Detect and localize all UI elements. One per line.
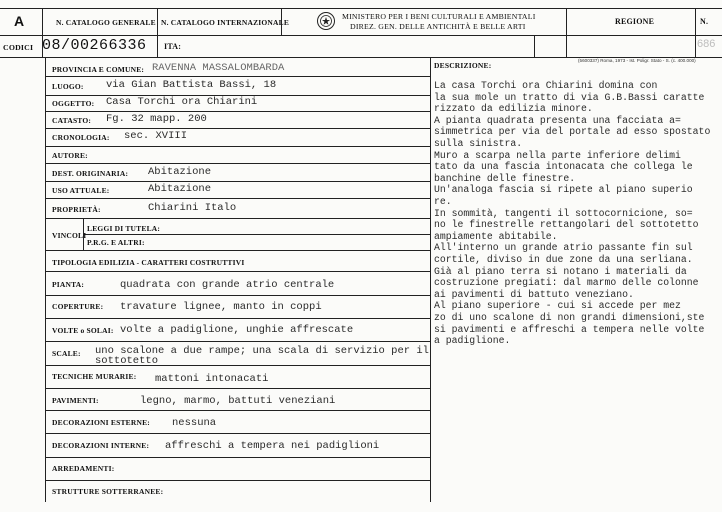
descrizione-line: tato da una fascia intonacata che collega le [434, 161, 693, 173]
descrizione-line: si pavimenti e affreschi a tempera nelle volte [434, 323, 705, 335]
row-rule [45, 76, 430, 77]
catasto-label: CATASTO: [52, 116, 92, 125]
header-divider [534, 35, 535, 57]
luogo-label: LUOGO: [52, 82, 84, 91]
descrizione-line: Già al piano terra si notano i materiali da [434, 265, 687, 277]
row-rule [45, 163, 430, 164]
column-separator [430, 58, 431, 502]
descrizione-line: A pianta quadrata presenta una facciata a= [434, 114, 681, 126]
provincia-value: RAVENNA MASSALOMBARDA [152, 62, 285, 74]
descrizione-line: a padiglione. [434, 335, 511, 347]
ministry-line-2: DIREZ. GEN. DELLE ANTICHITÀ E BELLE ARTI [350, 22, 526, 31]
descrizione-line: zo di uno scalone di non grandi dimensioni,ste [434, 312, 705, 323]
row-rule [45, 250, 430, 251]
vincoli-label: VINCOLI [52, 231, 87, 240]
row-rule [45, 218, 430, 219]
descrizione-line: sulla sinistra. [434, 138, 523, 149]
descrizione-line: cortile, diviso in due zone da una serliana. [434, 254, 693, 265]
cronologia-value: sec. XVIII [124, 130, 188, 142]
catasto-value: Fg. 32 mapp. 200 [106, 113, 207, 125]
proprieta-value: Chiarini Italo [148, 202, 237, 214]
provincia-label: PROVINCIA E COMUNE: [52, 65, 145, 74]
row-rule [45, 271, 430, 272]
descrizione-line: la sua mole un tratto di via G.B.Bassi caratte [434, 91, 705, 103]
descrizione-line: rizzato da edilizia minore. [434, 103, 593, 115]
dest-originaria-label: DEST. ORIGINARIA: [52, 169, 129, 178]
row-rule [45, 457, 430, 458]
header-top-rule [0, 8, 722, 9]
scale-label: SCALE: [52, 349, 81, 358]
descrizione-line: simmetrica per via del portale ad esso spostato [434, 126, 711, 138]
descrizione-line: Muro a scarpa nella parte inferiore delimi [434, 149, 681, 161]
row-rule [45, 146, 430, 147]
ministry-line-1: MINISTERO PER I BENI CULTURALI E AMBIENTALI [342, 12, 536, 21]
row-rule [45, 480, 430, 481]
cronologia-label: CRONOLOGIA: [52, 133, 110, 142]
oggetto-label: OGGETTO: [52, 99, 95, 108]
stamp-number: 686 [697, 38, 716, 50]
volte-value: volte a padiglione, unghie affrescate [120, 324, 354, 336]
decorazioni-interne-label: DECORAZIONI INTERNE: [52, 441, 150, 450]
decorazioni-esterne-value: nessuna [172, 417, 217, 429]
descrizione-line: Un'analoga fascia si ripete al piano superio [434, 184, 693, 196]
luogo-value: via Gian Battista Bassi, 18 [106, 79, 277, 91]
pavimenti-label: PAVIMENTI: [52, 396, 99, 405]
ita-label: ITA: [164, 42, 182, 51]
descrizione-line: ai pavimenti di battuto veneziano. [434, 288, 634, 300]
decorazioni-esterne-label: DECORAZIONI ESTERNE: [52, 418, 150, 427]
descrizione-line: re. [434, 196, 452, 207]
row-rule [45, 128, 430, 129]
descrizione-line: Al piano superiore - cui si accede per mez [434, 300, 681, 312]
row-rule [45, 433, 430, 434]
pianta-value: quadrata con grande atrio centrale [120, 279, 335, 291]
descrizione-line: ampiamente abitabile. [434, 230, 558, 242]
decorazioni-interne-value: affreschi a tempera nei padiglioni [165, 440, 380, 452]
row-rule [45, 410, 430, 411]
tipologia-label: TIPOLOGIA EDILIZIA - CARATTERI COSTRUTTIVI [52, 258, 245, 267]
strutture-label: STRUTTURE SOTTERRANEE: [52, 487, 164, 496]
prg-altri-label: P.R.G. E ALTRI: [87, 238, 145, 247]
uso-attuale-label: USO ATTUALE: [52, 186, 110, 195]
row-rule [45, 181, 430, 182]
scale-value-line2: sottotetto [95, 355, 159, 367]
dest-originaria-value: Abitazione [148, 166, 212, 178]
coperture-value: travature lignee, manto in coppi [120, 301, 322, 313]
region-letter: A [14, 13, 25, 29]
descrizione-line: In sommità, tangenti il sottocornicione, so= [434, 207, 693, 219]
descrizione-line: All'interno un grande atrio passante fin sul [434, 242, 693, 254]
regione-label: REGIONE [615, 17, 655, 26]
n-label: N. [700, 17, 709, 26]
descrizione-line: La casa Torchi ora Chiarini domina con [434, 80, 658, 91]
row-rule [45, 318, 430, 319]
cat-generale-label: N. CATALOGO GENERALE [56, 18, 156, 27]
header-divider [157, 8, 158, 57]
descrizione-line: costruzione pregiati: dal marmo delle colonne [434, 277, 699, 289]
republic-emblem-icon [316, 11, 336, 31]
coperture-label: COPERTURE: [52, 302, 104, 311]
descrizione-line: banchine delle finestre. [434, 172, 576, 184]
row-rule [45, 198, 430, 199]
row-rule [45, 341, 430, 342]
row-rule [83, 234, 430, 235]
proprieta-label: PROPRIETÀ: [52, 205, 101, 214]
descrizione-label: DESCRIZIONE: [434, 61, 492, 70]
header-divider [695, 8, 696, 57]
volte-label: VOLTE o SOLAI: [52, 326, 114, 335]
header-divider [566, 8, 567, 57]
arredamenti-label: ARREDAMENTI: [52, 464, 115, 473]
oggetto-value: Casa Torchi ora Chiarini [106, 96, 258, 108]
autore-label: AUTORE: [52, 151, 88, 160]
print-note: (5600337) Roma, 1973 - Ist. Poligr. Stato - S. (c. 400.000) [578, 58, 696, 63]
cat-internazionale-label: N. CATALOGO INTERNAZIONALE [161, 18, 290, 27]
left-column-border [45, 58, 46, 502]
row-rule [45, 111, 430, 112]
codici-label: CODICI [3, 43, 34, 52]
descrizione-line: no le finestrelle rettangolari del sottotetto [434, 219, 699, 231]
header-mid-rule [0, 35, 722, 36]
row-rule [45, 388, 430, 389]
tecniche-label: TECNICHE MURARIE: [52, 372, 137, 381]
pianta-label: PIANTA: [52, 280, 85, 289]
leggi-tutela-label: LEGGI DI TUTELA: [87, 224, 161, 233]
pavimenti-value: legno, marmo, battuti veneziani [140, 395, 336, 407]
tecniche-value: mattoni intonacati [155, 373, 269, 385]
codice-value: 08/00266336 [42, 37, 147, 54]
row-rule [45, 295, 430, 296]
scale-value-line1: uno scalone a due rampe; una scala di servizio per il [95, 345, 429, 357]
uso-attuale-value: Abitazione [148, 183, 212, 195]
